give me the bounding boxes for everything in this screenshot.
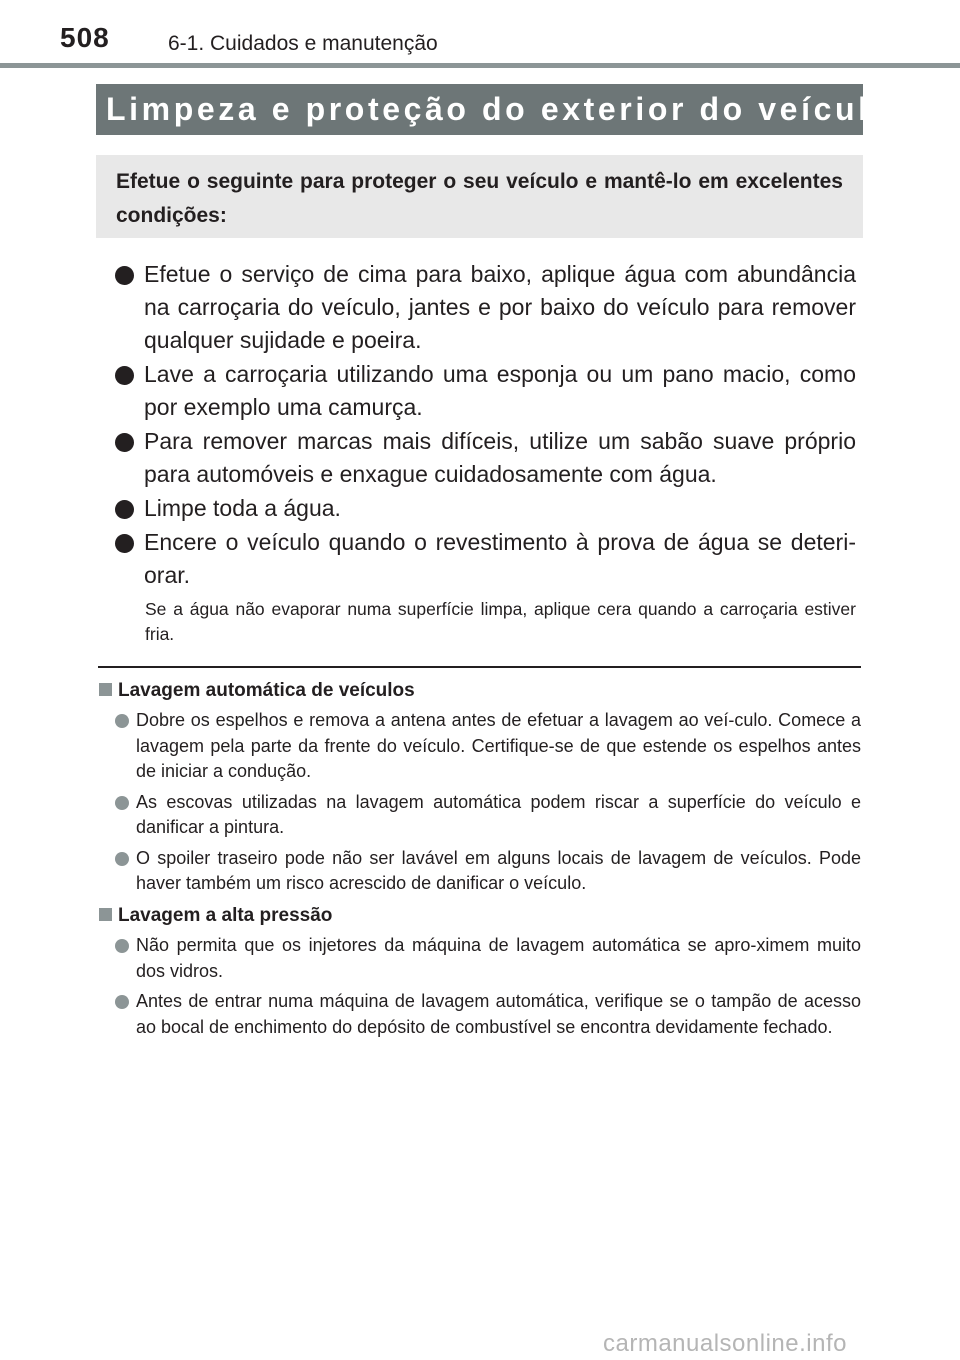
- list-item: [115, 358, 856, 424]
- intro-text: Efetue o seguinte para proteger o seu veículo e mantê-lo em excelentes condições:: [116, 170, 843, 227]
- page-header: [0, 0, 960, 70]
- square-bullet-icon: [99, 683, 112, 696]
- list-item-text: O spoiler traseiro pode não ser lavável em alguns locais de lavagem de veículos. Pode haver também um risco acrescido de danificar o veículo.: [136, 847, 861, 893]
- bullet-icon: [115, 266, 134, 285]
- page-title: Limpeza e proteção do exterior do veículo: [96, 84, 863, 135]
- wax-note: Se a água não evaporar numa superfície limpa, aplique cera quando a carroçaria estiver fria.: [145, 599, 856, 644]
- list-item-text: As escovas utilizadas na lavagem automática podem riscar a superfície do veículo e danificar a pintura.: [136, 791, 861, 837]
- subsection-heading-text: Lavagem automática de veículos: [118, 680, 415, 701]
- cleaning-steps-list: [115, 258, 856, 593]
- list-item: [115, 846, 861, 897]
- bullet-icon: [115, 852, 129, 866]
- bullet-icon: [115, 366, 134, 385]
- bullet-icon: [115, 939, 129, 953]
- list-item-text: Antes de entrar numa máquina de lavagem automática, verifique se o tampão de acesso ao bocal de enchimento do depósito de combustível se encontra devidamente fechado.: [136, 991, 861, 1037]
- automatic-wash-list: [115, 708, 861, 902]
- intro-box: [96, 155, 863, 238]
- bullet-icon: [115, 995, 129, 1009]
- high-pressure-wash-list: [115, 933, 861, 1045]
- subsection-heading: [99, 678, 415, 704]
- list-item: [115, 425, 856, 491]
- header-rule: [0, 63, 960, 68]
- bullet-icon: [115, 534, 134, 553]
- list-item: [115, 708, 861, 785]
- list-item-text: Encere o veículo quando o revestimento à prova de água se deteri-orar.: [144, 529, 856, 588]
- list-item-text: Lave a carroçaria utilizando uma esponja ou um pano macio, como por exemplo uma camurça.: [144, 361, 856, 420]
- list-item: [115, 989, 861, 1040]
- list-item: [115, 790, 861, 841]
- section-divider: [98, 666, 861, 668]
- square-bullet-icon: [99, 908, 112, 921]
- subsection-heading-text: Lavagem a alta pressão: [118, 905, 333, 926]
- list-item: [115, 258, 856, 357]
- list-item: [115, 526, 856, 592]
- bullet-icon: [115, 796, 129, 810]
- subsection-heading: [99, 903, 332, 929]
- bullet-icon: [115, 714, 129, 728]
- bullet-icon: [115, 500, 134, 519]
- list-item-text: Para remover marcas mais difíceis, utilize um sabão suave próprio para automóveis e enxague cuidadosamente com água.: [144, 428, 856, 487]
- list-item: [115, 933, 861, 984]
- list-item-text: Limpe toda a água.: [144, 495, 341, 521]
- bullet-icon: [115, 433, 134, 452]
- watermark: carmanualsonline.info: [603, 1330, 847, 1357]
- list-item: [115, 492, 856, 525]
- list-item-text: Efetue o serviço de cima para baixo, aplique água com abundância na carroçaria do veículo, jantes e por baixo do veículo para remover qualquer sujidade e poeira.: [144, 261, 856, 353]
- list-item-text: Dobre os espelhos e remova a antena antes de efetuar a lavagem ao veí-culo. Comece a lavagem pela parte da frente do veículo. Certifique-se de que estende os espelhos antes de iniciar a condução.: [136, 710, 861, 781]
- list-item-text: Não permita que os injetores da máquina de lavagem automática se apro-ximem muito dos vidros.: [136, 935, 861, 981]
- section-label: 6-1. Cuidados e manutenção: [168, 32, 438, 55]
- page-number: 508: [60, 22, 110, 53]
